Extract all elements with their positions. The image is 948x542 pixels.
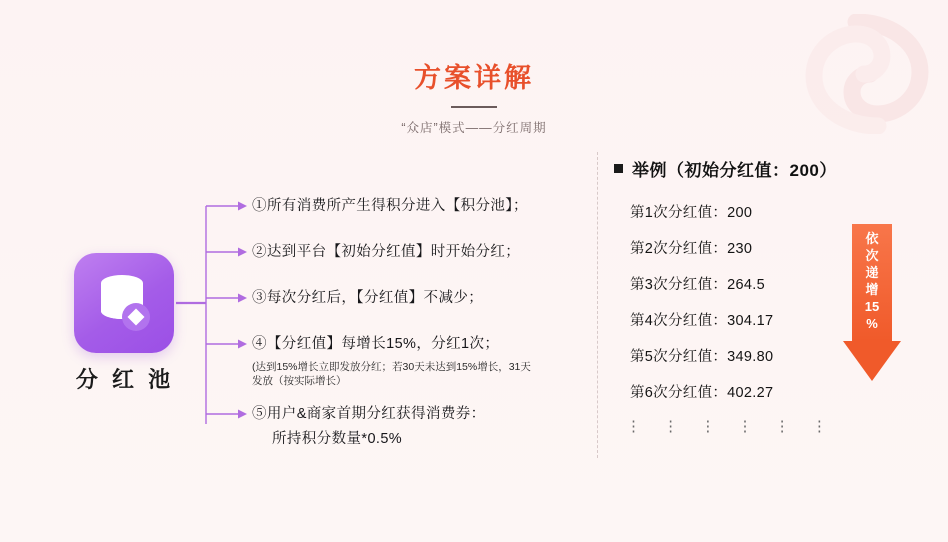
list-item: 第6次分红值：402.27 [630, 385, 774, 401]
arrow-label [852, 230, 892, 332]
pool-label: 分 红 池 [75, 367, 175, 392]
dividend-pool-icon-box [74, 253, 174, 353]
continuation-dots: ⋮ ⋮ ⋮ ⋮ ⋮ ⋮ [626, 418, 836, 435]
list-item: 第4次分红值：304.17 [630, 313, 774, 329]
arrow-line-1: 依 [865, 231, 879, 246]
step-text: ⑤用户&商家首期分红获得消费券： [252, 406, 486, 422]
arrow-line-6: % [866, 316, 878, 331]
title-divider [451, 106, 497, 108]
page-subtitle: “众店”模式——分红周期 [401, 121, 547, 135]
arrow-line-3: 递 [865, 265, 879, 280]
step-text: ④【分红值】每增长15%，分红1次； [252, 336, 500, 352]
step-note: (达到15%增长立即发放分红；若30天未达到15%增长，31天发放（按实际增长） [252, 361, 531, 387]
step-text: ②达到平台【初始分红值】时开始分红； [252, 244, 521, 260]
square-bullet-icon [614, 164, 623, 173]
database-coins-icon [74, 253, 174, 353]
list-item [252, 196, 528, 216]
list-item: 第2次分红值：230 [630, 241, 753, 257]
arrow-head-icon [843, 341, 901, 381]
example-heading [614, 156, 924, 181]
step-text: ③每次分红后，【分红值】不减少； [252, 290, 484, 306]
list-item [252, 404, 486, 449]
vertical-divider [597, 152, 598, 458]
example-heading-text: 举例（初始分红值：200） [632, 161, 837, 180]
list-item: 第5次分红值：349.80 [630, 349, 774, 365]
title-block [0, 62, 948, 136]
list-item [252, 242, 520, 262]
arrow-line-2: 次 [865, 248, 879, 263]
page-title: 方案详解 [414, 63, 534, 93]
step-text: ①所有消费所产生得积分进入【积分池】； [252, 198, 528, 214]
arrow-line-4: 增 [865, 282, 879, 297]
list-item: 第3次分红值：264.5 [630, 277, 765, 293]
step-subtext: 所持积分数量*0.5% [272, 431, 403, 447]
arrow-line-5: 15 [864, 299, 880, 314]
list-item: 第1次分红值：200 [630, 205, 753, 221]
list-item [252, 288, 483, 308]
increase-arrow [843, 224, 901, 382]
list-item [252, 334, 534, 388]
